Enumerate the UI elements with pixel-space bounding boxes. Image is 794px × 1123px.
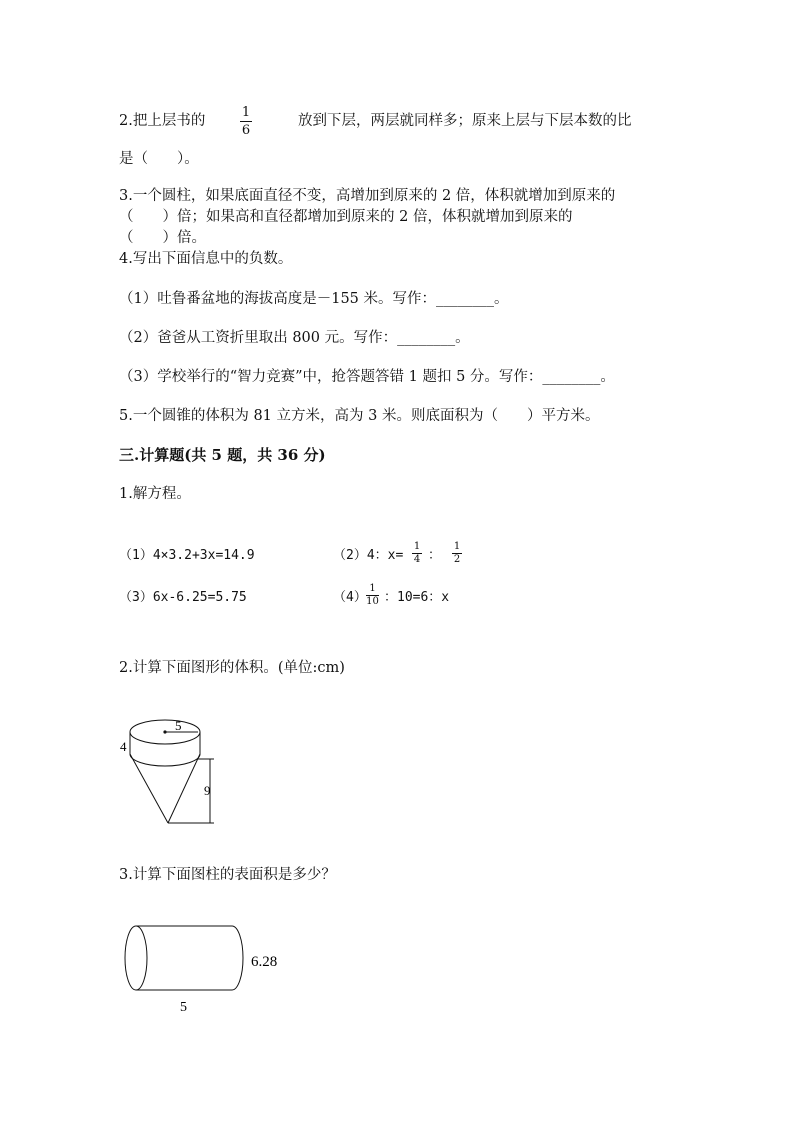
equation-2-prefix: （2）4：x= — [333, 548, 404, 563]
equation-2-fraction-2-numerator: 1 — [453, 541, 461, 552]
cylinder-right-arc — [232, 926, 243, 990]
equation-4-suffix: ：10=6：x — [384, 590, 450, 605]
equation-4-fraction-denominator: 10 — [366, 596, 379, 607]
q3-line1: 3.一个圆柱，如果底面直径不变，高增加到原来的 2 倍，体积就增加到原来的 — [119, 188, 616, 204]
equation-2-fraction-1-denominator: 4 — [413, 554, 421, 565]
q2-text-line2: 是（ ）。 — [119, 151, 199, 167]
q5-text: 5.一个圆锥的体积为 81 立方米，高为 3 米。则底面积为（ ）平方米。 — [119, 408, 600, 424]
q2-text-after: 放到下层，两层就同样多；原来上层与下层本数的比 — [298, 113, 632, 129]
equation-4-fraction-numerator: 1 — [369, 583, 376, 594]
q4-item2: （2）爸爸从工资折里取出 800 元。写作：________。 — [119, 330, 470, 346]
q4-item1: （1）吐鲁番盆地的海拔高度是－155 米。写作：________。 — [119, 291, 509, 307]
equation-2-fraction-2 — [452, 542, 462, 565]
equation-2-fraction-1-numerator: 1 — [413, 541, 421, 552]
calc-q3-title: 3.计算下面图柱的表面积是多少？ — [119, 867, 336, 883]
q3-line2: （ ）倍；如果高和直径都增加到原来的 2 倍，体积就增加到原来的 — [119, 209, 573, 225]
q3-line3: （ ）倍。 — [119, 230, 206, 246]
equation-4-fraction — [366, 584, 379, 607]
q4-item3: （3）学校举行的“智力竞赛”中，抢答题答错 1 题扣 5 分。写作：________。 — [119, 369, 615, 385]
equation-1: （1）4×3.2+3x=14.9 — [119, 548, 255, 563]
cylinder-cone-figure — [110, 700, 230, 830]
length-label: 5 — [180, 1000, 187, 1015]
radius-label: 5 — [175, 718, 182, 733]
cylinder-figure — [115, 920, 305, 1020]
equation-3: （3）6x-6.25=5.75 — [119, 590, 247, 605]
calc-q1-title: 1.解方程。 — [119, 486, 191, 502]
q2-fraction-numerator: 1 — [241, 105, 251, 120]
cone-height-label: 9 — [204, 783, 211, 798]
calc-q2-title: 2.计算下面图形的体积。(单位:cm) — [119, 660, 345, 676]
equation-2-colon: ： — [428, 548, 442, 563]
section3-heading: 三.计算题(共 5 题，共 36 分) — [119, 446, 326, 464]
cylinder-height-label: 4 — [120, 739, 127, 754]
equation-2-fraction-2-denominator: 2 — [453, 554, 461, 565]
circumference-label: 6.28 — [251, 954, 278, 970]
q2-text-before: 2.把上层书的 — [119, 113, 206, 129]
cylinder-bottom-ellipse — [130, 754, 200, 766]
equation-4-prefix: （4） — [333, 590, 367, 605]
q2-fraction-bar — [240, 121, 252, 122]
q4-title: 4.写出下面信息中的负数。 — [119, 251, 293, 267]
cylinder-left-ellipse — [125, 926, 147, 990]
q2-fraction — [240, 106, 252, 137]
q2-fraction-denominator: 6 — [241, 123, 251, 138]
equation-2-fraction-1 — [412, 542, 422, 565]
